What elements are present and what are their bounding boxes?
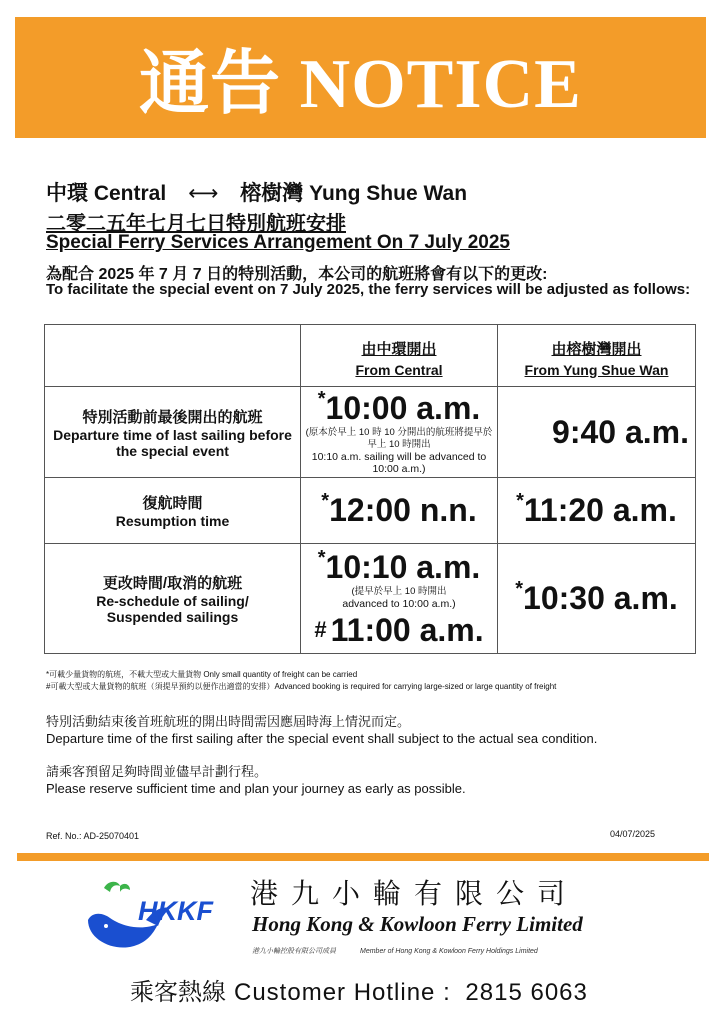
schedule-table	[44, 324, 696, 654]
reserve-time-zh: 請乘客預留足夠時間並儘早計劃行程。	[46, 764, 268, 779]
table-header-row	[45, 325, 696, 387]
divider-bar	[17, 853, 709, 861]
member-zh: 港九小輪控股有限公司成員	[252, 948, 336, 955]
hotline-label-en: Customer Hotline :	[234, 979, 451, 1006]
reserve-time-en: Please reserve sufficient time and plan your journey as early as possible.	[46, 781, 466, 796]
first-sailing-paragraph	[46, 713, 597, 747]
hotline-label-zh: 乘客熱線	[130, 979, 226, 1006]
double-arrow-icon: ⟷	[188, 182, 219, 205]
company-name-english: Hong Kong & Kowloon Ferry Limited	[252, 912, 583, 936]
route-heading	[46, 177, 467, 207]
central-reschedule-note-zh: (提早於早上 10 時開出	[351, 585, 447, 597]
company-name-chinese: 港九小輪有限公司	[250, 879, 579, 910]
title-english: Special Ferry Services Arrangement On 7 July 2025	[46, 232, 510, 253]
ysw-last-sailing-time: 9:40 a.m.	[552, 413, 689, 450]
ysw-resumption-cell	[498, 478, 696, 544]
intro-english: To facilitate the special event on 7 July 2025, the ferry services will be adjusted as follows:	[46, 281, 691, 298]
hotline-number: 2815 6063	[465, 979, 588, 1006]
notice-title: 通告 NOTICE	[139, 46, 582, 123]
title-chinese: 二零二五年七月七日特別航班安排	[46, 213, 346, 235]
central-last-sailing-time: *10:00 a.m.	[317, 387, 481, 426]
whale-logo-icon	[84, 880, 234, 955]
logo-text: HKKF	[138, 896, 213, 926]
central-reschedule-note-en: advanced to 10:00 a.m.)	[342, 597, 456, 610]
footnote-star: *可載少量貨物的航班，不載大型或大量貨物 Only small quantity of freight can be carried	[46, 670, 358, 679]
column-header-yung-shue-wan: 由榕樹灣開出 From Yung Shue Wan	[498, 325, 696, 387]
ysw-reschedule-time: *10:30 a.m.	[515, 578, 678, 616]
first-sailing-en: Departure time of the first sailing after the special event shall subject to the actual sea condition.	[46, 731, 598, 746]
route-to: 榕樹灣 Yung Shue Wan	[240, 182, 468, 205]
central-last-sailing-note-zh: (原本於早上 10 時 10 分開出的航班將提早於早上 10 時開出	[305, 426, 493, 450]
central-reschedule-time: *10:10 a.m.	[317, 546, 481, 585]
first-sailing-zh: 特別活動結束後首班航班的開出時間需因應屆時海上情況而定。	[46, 714, 411, 729]
ysw-last-sailing-cell	[498, 387, 696, 478]
company-logo	[84, 880, 234, 955]
notice-banner	[15, 17, 706, 138]
empty-header-cell	[45, 325, 301, 387]
footnotes	[46, 669, 556, 693]
table-row	[45, 544, 696, 654]
central-last-sailing-cell	[301, 387, 498, 478]
intro-chinese: 為配合 2025 年 7 月 7 日的特別活動，本公司的航班將會有以下的更改:	[46, 266, 548, 283]
central-resumption-time: *12:00 n.n.	[321, 490, 477, 528]
member-en: Member of Hong Kong & Kowloon Ferry Holdings Limited	[360, 948, 538, 955]
notice-date: 04/07/2025	[610, 829, 656, 839]
central-reschedule-cell	[301, 544, 498, 654]
central-suspended-time: # 11:00 a.m.	[314, 611, 484, 648]
customer-hotline	[130, 972, 588, 1007]
row-label-resumption: 復航時間 Resumption time	[45, 478, 301, 544]
row-label-reschedule: 更改時間/取消的航班 Re-schedule of sailing/ Suspended sailings	[45, 544, 301, 654]
reserve-time-paragraph	[46, 763, 466, 797]
central-last-sailing-note-en: 10:10 a.m. sailing will be advanced to 10:00 a.m.)	[311, 450, 487, 475]
member-line	[252, 946, 538, 956]
central-resumption-cell	[301, 478, 498, 544]
ysw-reschedule-cell	[498, 544, 696, 654]
ysw-resumption-time: *11:20 a.m.	[516, 490, 677, 528]
column-header-central: 由中環開出 From Central	[301, 325, 498, 387]
footnote-hash: #可載大型或大量貨物的航班（須提早預約以便作出適當的安排）Advanced booking is required for carrying large-sized or large quantity of freight	[46, 682, 557, 691]
reference-number: Ref. No.: AD-25070401	[46, 831, 140, 841]
route-from: 中環 Central	[46, 182, 167, 205]
row-label-last-sailing: 特別活動前最後開出的航班 Departure time of last sailing before the special event	[45, 387, 301, 478]
table-row	[45, 478, 696, 544]
table-row	[45, 387, 696, 478]
